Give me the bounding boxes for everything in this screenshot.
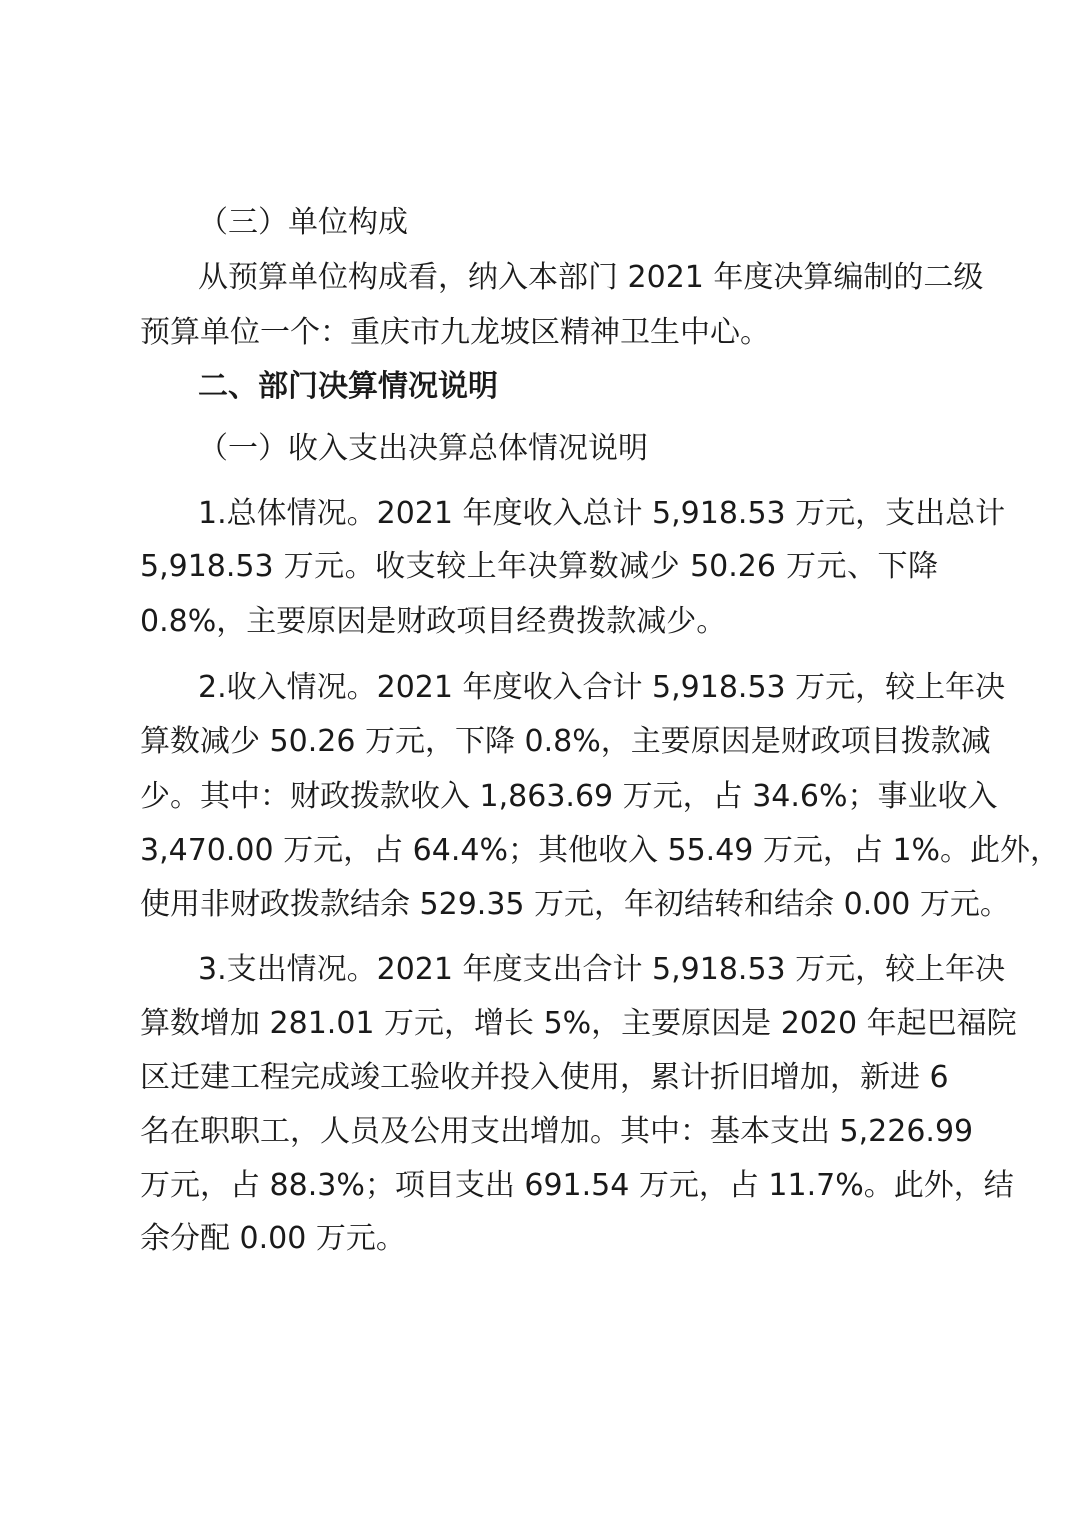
paragraph-line: 5,918.53 万元。收支较上年决算数减少 50.26 万元、下降 [140, 549, 938, 584]
paragraph-line: 2.收入情况。2021 年度收入合计 5,918.53 万元，较上年决 [198, 670, 1006, 705]
paragraph-line: 3.支出情况。2021 年度支出合计 5,918.53 万元，较上年决 [198, 952, 1006, 987]
paragraph-line: 使用非财政拨款结余 529.35 万元，年初结转和结余 0.00 万元。 [140, 887, 1010, 922]
paragraph-line: 余分配 0.00 万元。 [140, 1221, 406, 1256]
paragraph-line: 从预算单位构成看，纳入本部门 2021 年度决算编制的二级 [198, 260, 984, 295]
paragraph-line: 名在职职工，人员及公用支出增加。其中：基本支出 5,226.99 [140, 1114, 974, 1149]
paragraph-line: 1.总体情况。2021 年度收入总计 5,918.53 万元，支出总计 [198, 496, 1006, 531]
paragraph-line: 万元，占 88.3%；项目支出 691.54 万元，占 11.7%。此外，结 [140, 1168, 1014, 1203]
paragraph-line: 3,470.00 万元，占 64.4%；其他收入 55.49 万元，占 1%。此外， [140, 833, 1061, 868]
paragraph-line: 区迁建工程完成竣工验收并投入使用，累计折旧增加，新进 6 [140, 1060, 949, 1095]
paragraph-line: 预算单位一个：重庆市九龙坡区精神卫生中心。 [140, 315, 770, 350]
paragraph-line: 少。其中：财政拨款收入 1,863.69 万元，占 34.6%；事业收入 [140, 779, 998, 814]
paragraph-line: 算数增加 281.01 万元，增长 5%，主要原因是 2020 年起巴福院 [140, 1006, 1017, 1041]
section-heading-final-accounts: 二、部门决算情况说明 [198, 369, 498, 404]
section-heading-unit-composition: （三）单位构成 [198, 205, 408, 240]
paragraph-line: 算数减少 50.26 万元，下降 0.8%，主要原因是财政项目拨款减 [140, 724, 991, 759]
paragraph-line: 0.8%，主要原因是财政项目经费拨款减少。 [140, 604, 727, 639]
subsection-heading-income-expense: （一）收入支出决算总体情况说明 [198, 431, 648, 466]
